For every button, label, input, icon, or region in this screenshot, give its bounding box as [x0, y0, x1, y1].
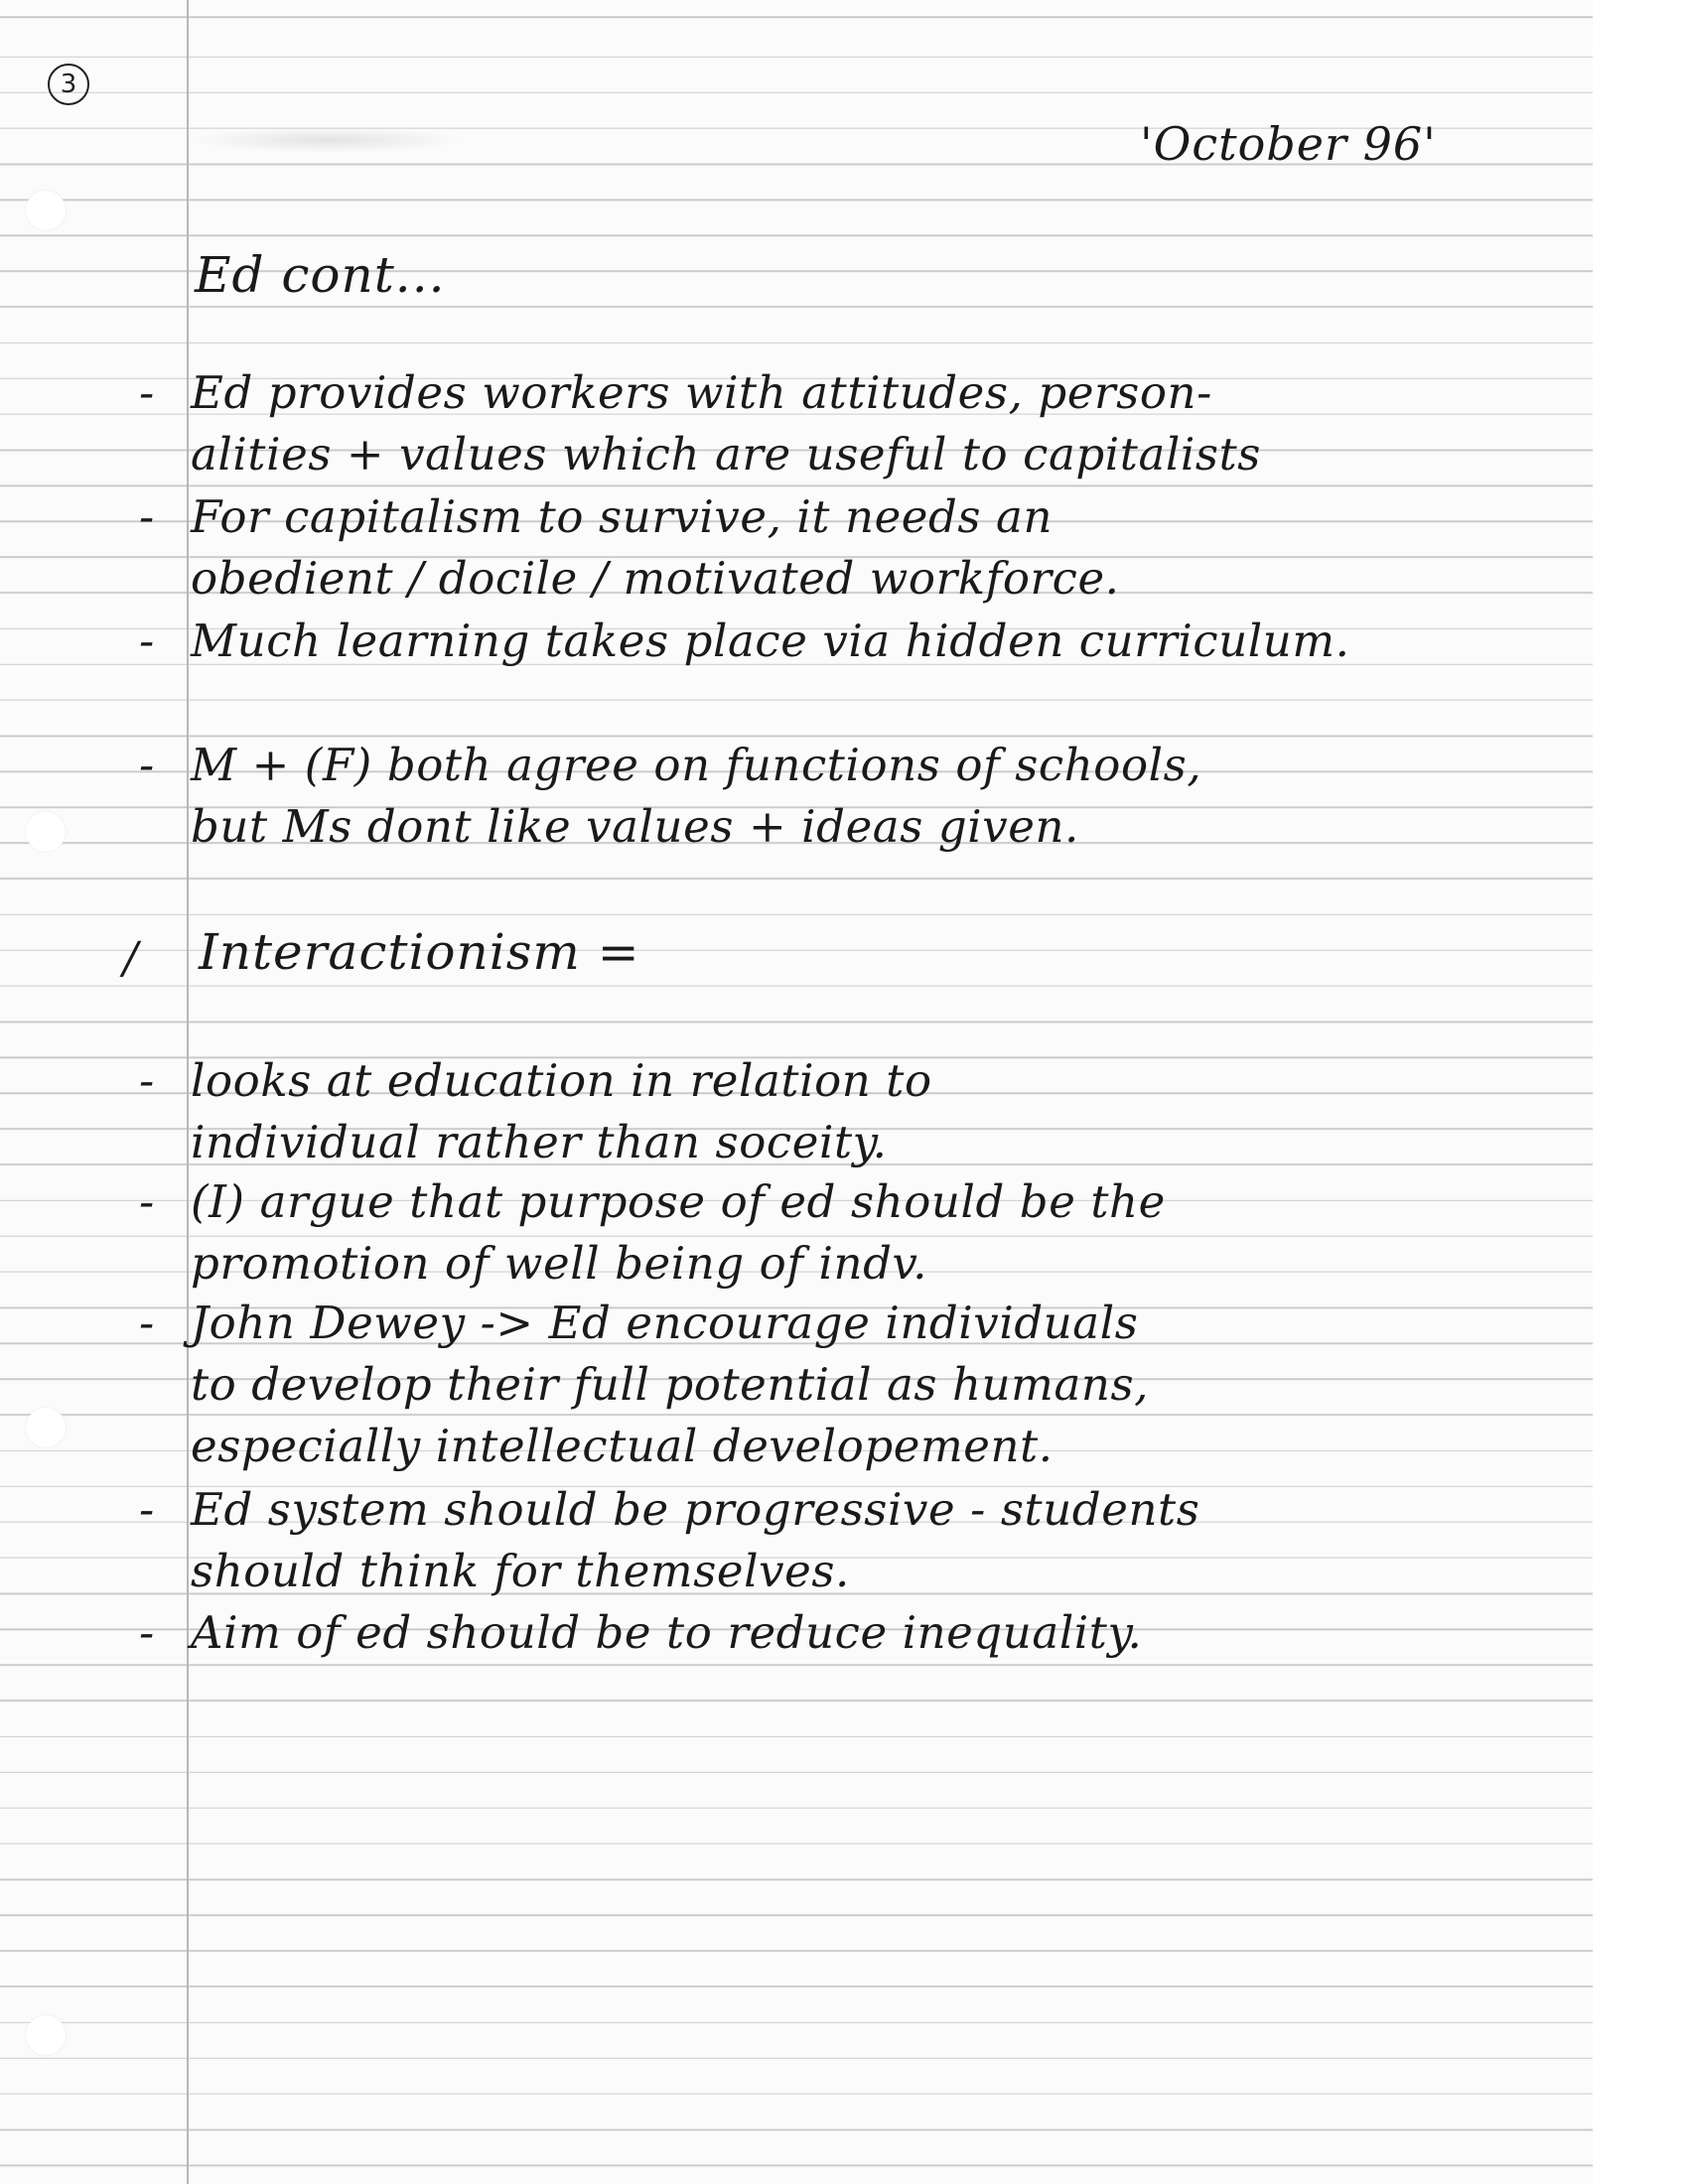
tick-mark: / — [123, 933, 138, 984]
bullet-dash: - — [139, 490, 155, 543]
note-item — [139, 1602, 1142, 1664]
note-item — [139, 362, 1261, 485]
note-item — [139, 735, 1201, 858]
note-item — [139, 1293, 1149, 1477]
page-heading: Ed cont... — [195, 246, 446, 304]
note-line: For capitalism to survive, it needs an — [191, 490, 1054, 543]
note-item — [139, 1171, 1166, 1295]
bullet-dash: - — [139, 614, 155, 667]
note-line: to develop their full potential as humans, — [191, 1358, 1150, 1411]
bullet-dash: - — [139, 366, 155, 419]
bullet-dash: - — [139, 1054, 155, 1107]
note-line: individual rather than soceity. — [191, 1116, 888, 1168]
note-line: Aim of ed should be to reduce inequality. — [191, 1606, 1143, 1659]
erased-smudge — [189, 127, 467, 153]
punch-hole — [26, 191, 66, 230]
note-line: Ed provides workers with attitudes, person- — [191, 366, 1212, 419]
note-item — [139, 1050, 932, 1173]
bullet-dash: - — [139, 1483, 155, 1536]
page-number-circle: 3 — [48, 64, 89, 105]
note-line: Much learning takes place via hidden curriculum. — [191, 614, 1350, 667]
bullet-dash: - — [139, 1297, 155, 1349]
punch-hole — [26, 812, 66, 852]
note-line: obedient / docile / motivated workforce. — [191, 552, 1120, 605]
section-heading: Interactionism = — [199, 923, 640, 981]
note-line: looks at education in relation to — [191, 1054, 932, 1107]
bullet-dash: - — [139, 1175, 155, 1228]
note-line: M + (F) both agree on functions of schools, — [191, 739, 1202, 791]
note-item — [139, 486, 1120, 610]
paper-right-edge — [1593, 0, 1688, 2184]
note-line: promotion of well being of indv. — [191, 1237, 928, 1290]
note-item — [139, 1479, 1199, 1602]
note-line: John Dewey -> Ed encourage individuals — [191, 1297, 1139, 1349]
note-line: but Ms dont like values + ideas given. — [191, 800, 1079, 853]
date: 'October 96' — [1140, 117, 1437, 171]
punch-hole — [26, 1408, 66, 1447]
punch-hole — [26, 2015, 66, 2055]
note-line: should think for themselves. — [191, 1545, 850, 1597]
bullet-dash: - — [139, 739, 155, 791]
note-line: especially intellectual developement. — [191, 1420, 1054, 1472]
note-line: (I) argue that purpose of ed should be the — [191, 1175, 1166, 1228]
note-item — [139, 611, 1350, 672]
note-line: Ed system should be progressive - students — [191, 1483, 1200, 1536]
note-line: alities + values which are useful to capitalists — [191, 428, 1261, 480]
bullet-dash: - — [139, 1606, 155, 1659]
